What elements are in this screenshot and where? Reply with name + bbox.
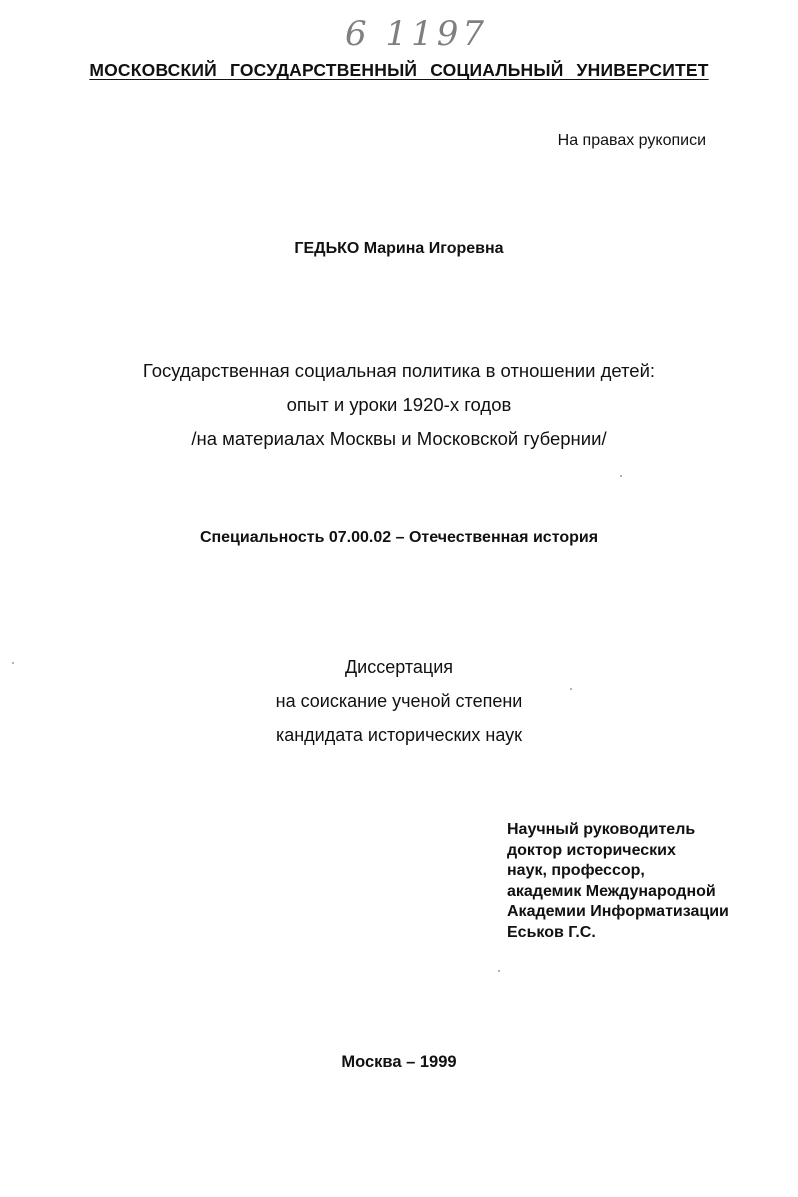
manuscript-rights-note: На правах рукописи bbox=[557, 132, 706, 149]
specialty: Специальность 07.00.02 – Отечественная история bbox=[199, 529, 599, 546]
handwritten-archive-mark: 6 1197 bbox=[345, 14, 488, 54]
degree-line-2: на соискание ученой степени bbox=[275, 691, 523, 711]
title-line-2: опыт и уроки 1920-х годов bbox=[286, 394, 512, 415]
supervisor-line-5: Академии Информатизации bbox=[507, 903, 729, 920]
supervisor-line-6: Еськов Г.С. bbox=[507, 923, 596, 941]
supervisor-line-1: Научный руководитель bbox=[507, 821, 696, 838]
dissertation-title bbox=[0, 354, 798, 456]
scan-speck bbox=[620, 475, 622, 477]
supervisor-line-4: академик Международной bbox=[507, 882, 716, 900]
author-name: ГЕДЬКО Марина Игоревна bbox=[294, 240, 504, 257]
degree-line-1: Диссертация bbox=[344, 657, 454, 677]
degree-statement bbox=[0, 650, 798, 752]
supervisor-line-3: наук, профессор, bbox=[507, 862, 645, 879]
title-line-3: /на материалах Москвы и Московской губернии/ bbox=[191, 428, 607, 449]
title-line-1: Государственная социальная политика в отношении детей: bbox=[142, 360, 656, 381]
supervisor-line-2: доктор исторических bbox=[507, 841, 676, 859]
scan-speck bbox=[570, 688, 572, 690]
city-and-year: Москва – 1999 bbox=[341, 1053, 457, 1071]
university-name: МОСКОВСКИЙ ГОСУДАРСТВЕННЫЙ СОЦИАЛЬНЫЙ УНИВЕРСИТЕТ bbox=[89, 60, 709, 80]
supervisor-block bbox=[507, 820, 729, 943]
scan-speck bbox=[498, 970, 500, 972]
scan-speck bbox=[12, 662, 14, 664]
degree-line-3: кандидата исторических наук bbox=[275, 725, 523, 745]
